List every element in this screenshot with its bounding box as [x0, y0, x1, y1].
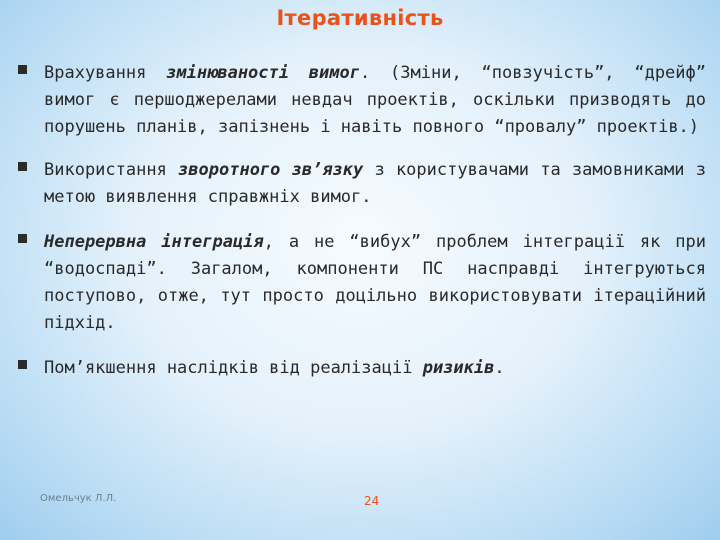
bullet-text-part: , а не “вибух” проблем інтеграції як при “водоспаді”. Загалом, компоненти ПС насправді інтегруються поступово, отже, тут просто доцільно використовувати ітераційний підхід. [44, 232, 706, 333]
square-bullet-icon [18, 234, 27, 243]
footer-author: Омельчук Л.Л. [40, 493, 117, 504]
bullet-item-risks [18, 355, 706, 382]
bullet-emphasis: зворотного зв’язку [178, 160, 364, 180]
bullet-text-part: . [494, 358, 505, 378]
slide-title: Ітеративність [276, 6, 444, 30]
bullet-list [18, 60, 706, 400]
bullet-text-part: . (Зміни, “повзучість”, “дрейф” вимог є першоджерелами невдач проектів, оскільки призводять до порушень планів, запізнень і навіть повного “провалу” проектів.) [44, 63, 706, 137]
bullet-text-part: з користувачами та замовниками з метою виявлення справжніх вимог. [44, 160, 706, 207]
square-bullet-icon [18, 360, 27, 369]
bullet-emphasis: змінюваності вимог [166, 63, 360, 83]
bullet-emphasis: ризиків [422, 358, 495, 378]
bullet-text [44, 60, 706, 141]
bullet-emphasis: Неперервна інтеграція [44, 232, 264, 252]
page-number: 24 [364, 494, 380, 508]
bullet-text-part: Пом’якшення наслідків від реалізації [44, 358, 423, 378]
bullet-item-feedback [18, 157, 706, 211]
square-bullet-icon [18, 65, 27, 74]
bullet-text-part: Врахування [44, 63, 167, 83]
square-bullet-icon [18, 162, 27, 171]
bullet-item-integration [18, 229, 706, 337]
bullet-text [44, 229, 706, 337]
bullet-text [44, 355, 706, 382]
bullet-text-part: Використання [44, 160, 179, 180]
bullet-text [44, 157, 706, 211]
bullet-item-variability [18, 60, 706, 141]
